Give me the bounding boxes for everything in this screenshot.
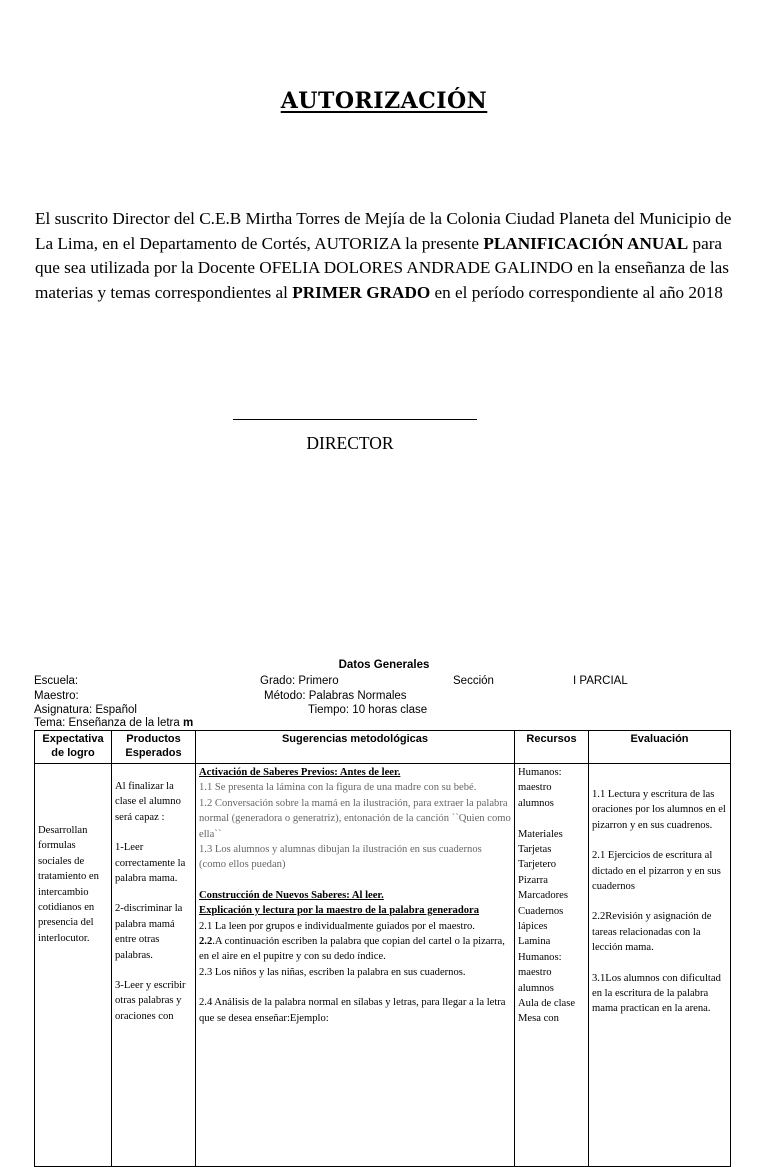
recurso-item: alumnos bbox=[518, 982, 554, 994]
recurso-item: Cuadernos bbox=[518, 905, 564, 917]
sugerencias-heading-3: Explicación y lectura por la maestro de la palabra generadora bbox=[199, 905, 480, 917]
recurso-item: Materiales bbox=[518, 828, 563, 840]
recurso-item: alumnos bbox=[518, 797, 554, 809]
evaluacion-2: 2.1 Ejercicios de escritura al dictado en el pizarron y en sus cuadernos bbox=[592, 850, 721, 893]
recurso-item: lápices bbox=[518, 921, 548, 933]
tiempo-label: Tiempo: 10 horas clase bbox=[308, 704, 428, 716]
recurso-item: Tarjetero bbox=[518, 859, 557, 871]
recurso-item: Aula de clase bbox=[518, 998, 576, 1010]
evaluacion-3: 2.2Revisión y asignación de tareas relacionadas con la lección mama. bbox=[592, 911, 712, 954]
table-header-row bbox=[35, 731, 731, 764]
recurso-item: maestro bbox=[518, 782, 552, 794]
table-row bbox=[35, 764, 731, 1167]
escuela-label: Escuela: bbox=[34, 675, 79, 687]
parcial-label: I PARCIAL bbox=[573, 675, 628, 687]
asignatura-label: Asignatura: Español bbox=[34, 704, 137, 716]
header-sugerencias: Sugerencias metodológicas bbox=[196, 731, 515, 764]
recurso-item bbox=[518, 811, 585, 826]
cell-sugerencias bbox=[196, 764, 515, 1167]
sugerencia-1-2: 1.2 Conversación sobre la mamá en la ilustración, para extraer la palabra normal (generadora o generatriz), entonación de la canción ``Quien como ella`` bbox=[199, 797, 511, 840]
recurso-item: Humanos: bbox=[518, 951, 562, 963]
recurso-item: Lamina bbox=[518, 936, 551, 948]
sugerencias-heading-2: Construcción de Nuevos Saberes: Al leer. bbox=[199, 889, 384, 901]
document-title: AUTORIZACIÓN bbox=[280, 88, 488, 114]
recurso-item: Tarjetas bbox=[518, 844, 552, 856]
recurso-item: maestro bbox=[518, 967, 552, 979]
header-expectativa: Expectativa de logro bbox=[35, 731, 112, 764]
signature-role: DIRECTOR bbox=[306, 433, 394, 453]
header-recursos: Recursos bbox=[515, 731, 589, 764]
recurso-item: Humanos: bbox=[518, 767, 562, 778]
sugerencia-1-1: 1.1 Se presenta la lámina con la figura de una madre con su bebé. bbox=[199, 782, 477, 794]
evaluacion-1: 1.1 Lectura y escritura de las oraciones por los alumnos en el pizarron y en sus cuadrenos. bbox=[592, 789, 726, 831]
expectativa-text: Desarrollan formulas sociales de tratamiento en intercambio cotidianos en presencia del interlocutor. bbox=[38, 825, 99, 944]
cell-recursos bbox=[515, 764, 589, 1167]
sugerencia-2-2: 2.2.A continuación escriben la palabra que copian del cartel o la pizarra, en el aire en el pupitre y con su dedo índice. bbox=[199, 936, 505, 963]
sugerencia-1-3: 1.3 Los alumnos y alumnas dibujan la ilustración en sus cuadernos (como ellos puedan) bbox=[199, 844, 482, 871]
tema-label: Tema: Enseñanza de la letra m bbox=[34, 717, 194, 729]
signature-line bbox=[233, 403, 477, 420]
recurso-item: Mesa con bbox=[518, 1013, 559, 1025]
recurso-item: Marcadores bbox=[518, 890, 568, 902]
recurso-item: Pizarra bbox=[518, 874, 548, 886]
cell-productos bbox=[112, 764, 196, 1167]
sugerencia-2-3: 2.3 Los niños y las niñas, escriben la palabra en sus cuadernos. bbox=[199, 966, 466, 978]
productos-intro: Al finalizar la clase el alumno será capaz : bbox=[115, 781, 181, 823]
sugerencias-heading-1: Activación de Saberes Previos: Antes de leer. bbox=[199, 767, 401, 778]
productos-item-3: 3-Leer y escribir otras palabras y oraciones con bbox=[115, 980, 186, 1022]
maestro-label: Maestro: bbox=[34, 690, 79, 702]
datos-generales-title: Datos Generales bbox=[338, 659, 430, 671]
productos-item-1: 1-Leer correctamente la palabra mama. bbox=[115, 842, 186, 885]
evaluacion-4: 3.1Los alumnos con dificultad en la escritura de la palabra mama practican en la arena. bbox=[592, 972, 721, 1015]
grado-label: Grado: Primero bbox=[260, 675, 339, 687]
header-productos: Productos Esperados bbox=[112, 731, 196, 764]
authorization-paragraph: El suscrito Director del C.E.B Mirtha Torres de Mejía de la Colonia Ciudad Planeta del Municipio de La Lima, en el Departamento de Cortés, AUTORIZA la presente PLANIFICACIÓN ANUAL para que sea utilizada por la Docente OFELIA DOLORES ANDRADE GALINDO en la enseñanza de las materias y temas correspondientes al PRIMER GRADO en el período correspondiente al año 2018 bbox=[35, 209, 732, 302]
sugerencia-2-1: 2.1 La leen por grupos e individualmente guiados por el maestro. bbox=[199, 920, 475, 932]
productos-item-2: 2-discriminar la palabra mamá entre otras palabras. bbox=[115, 903, 183, 961]
seccion-label: Sección bbox=[453, 675, 494, 687]
sugerencia-2-4: 2.4 Análisis de la palabra normal en sílabas y letras, para llegar a la letra que se desea enseñar:Ejemplo: bbox=[199, 997, 506, 1024]
planning-table bbox=[34, 730, 731, 1167]
metodo-label: Método: Palabras Normales bbox=[264, 690, 407, 702]
header-evaluacion: Evaluación bbox=[589, 731, 731, 764]
cell-expectativa bbox=[35, 764, 112, 1167]
cell-evaluacion bbox=[589, 764, 731, 1167]
